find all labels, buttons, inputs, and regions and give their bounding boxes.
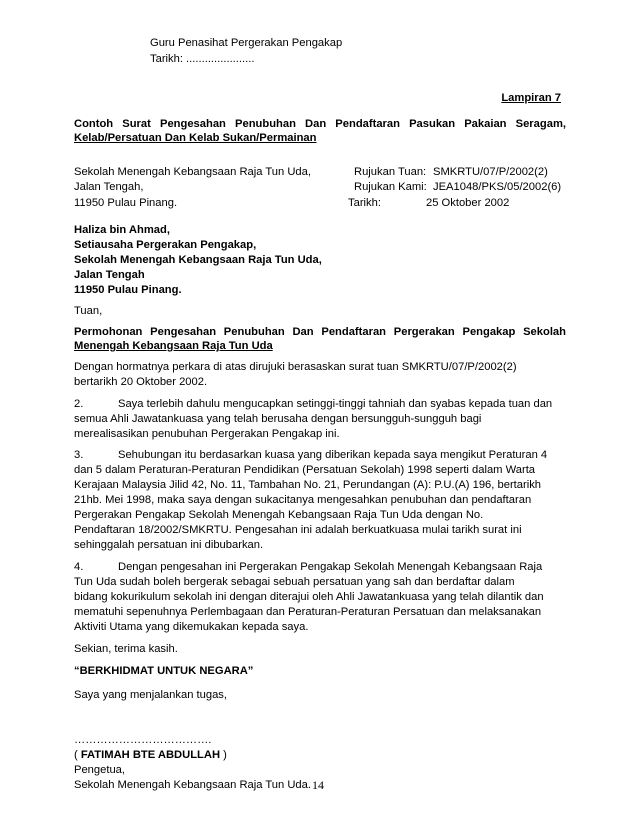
para4-line-5: Aktiviti Utama yang dikemukakan kepada saya. (74, 621, 309, 633)
para3-line-5: Pergerakan Pengakap Sekolah Menengah Kebangsaan Raja Tun Uda dengan No. (74, 509, 484, 521)
ref-date-value: 25 Oktober 2002 (426, 197, 510, 209)
motto: “BERKHIDMAT UNTUK NEGARA” (74, 665, 254, 677)
recipient-line-5: 11950 Pulau Pinang. (74, 284, 182, 296)
para2-line-3: merealisasikan penubuhan Pergerakan Pengakap ini. (74, 428, 340, 440)
para4-line-1: Dengan pengesahan ini Pergerakan Pengakap Sekolah Menengah Kebangsaan Raja (118, 561, 543, 573)
page-number: 14 (312, 778, 324, 792)
top-date-line: Tarikh: ...................... (150, 53, 255, 65)
letter-heading-line-2: Kelab/Persatuan Dan Kelab Sukan/Permainan (74, 132, 317, 144)
ref-kami-value: JEA1048/PKS/05/2002(6) (433, 181, 562, 193)
signer-name-text: FATIMAH BTE ABDULLAH (80, 749, 221, 761)
top-line-1: Guru Penasihat Pergerakan Pengakap (150, 37, 343, 49)
recipient-line-3: Sekolah Menengah Kebangsaan Raja Tun Uda, (74, 254, 322, 266)
sender-line-1: Sekolah Menengah Kebangsaan Raja Tun Uda, (74, 166, 311, 178)
para3-line-1: Sehubungan itu berdasarkan kuasa yang diberikan kepada saya mengikut Peraturan 4 (118, 449, 548, 461)
para3-line-2: dan 5 dalam Peraturan-Peraturan Pendidikan (Persatuan Sekolah) 1998 seperti dalam Warta (74, 464, 536, 476)
para3-number: 3. (74, 449, 84, 461)
ref-date-label: Tarikh: (348, 197, 381, 209)
signer-paren-open: ( (74, 749, 81, 761)
signer-paren-close: ) (220, 749, 227, 761)
recipient-line-1: Haliza bin Ahmad, (74, 224, 170, 236)
signature-line: ………………………………. (74, 734, 212, 746)
recipient-line-4: Jalan Tengah (74, 269, 145, 281)
para4-line-4: mematuhi sepenuhnya Perlembagaan dan Peraturan-Peraturan Persatuan dan melaksanakan (74, 606, 542, 618)
sender-line-2: Jalan Tengah, (74, 181, 144, 193)
signer-title: Pengetua, (74, 764, 126, 776)
recipient-line-2: Setiausaha Pergerakan Pengakap, (74, 239, 257, 251)
letter-heading-line-1: Contoh Surat Pengesahan Penubuhan Dan Pendaftaran Pasukan Pakaian Seragam, (74, 118, 566, 130)
ref-tuan-value: SMKRTU/07/P/2002(2) (433, 166, 548, 178)
para3-line-3: Kerajaan Malaysia Jilid 42, No. 11, Tambahan No. 21, Perundangan (A): P.U.(A) 196, bertarikh (74, 479, 542, 491)
para2-number: 2. (74, 398, 84, 410)
duty-text: Saya yang menjalankan tugas, (74, 689, 227, 701)
para2-line-1: Saya terlebih dahulu mengucapkan setinggi-tinggi tahniah dan syabas kepada tuan dan (118, 398, 553, 410)
para3-line-6: Pendaftaran 18/2002/SMKRTU. Pengesahan ini adalah berkuatkuasa mulai tarikh surat ini (74, 524, 522, 536)
appendix-label: Lampiran 7 (501, 92, 561, 104)
subject-line-2: Menengah Kebangsaan Raja Tun Uda (74, 340, 273, 352)
salutation: Tuan, (74, 305, 103, 317)
para1-line-2: bertarikh 20 Oktober 2002. (74, 376, 208, 388)
para4-line-2: Tun Uda sudah boleh bergerak sebagai sebuah persatuan yang sah dan berdaftar dalam (74, 576, 515, 588)
para3-line-7: sehinggalah persatuan ini dibubarkan. (74, 539, 264, 551)
signer-name (74, 749, 227, 761)
ref-kami-label: Rujukan Kami: (354, 181, 427, 193)
sender-line-3: 11950 Pulau Pinang. (74, 197, 178, 209)
para1-line-1: Dengan hormatnya perkara di atas dirujuki berasaskan surat tuan SMKRTU/07/P/2002(2) (74, 361, 517, 373)
para4-line-3: bidang kokurikulum sekolah ini dengan diterajui oleh Ahli Jawatankuasa yang telah dilantik dan (74, 591, 544, 603)
para2-line-2: semua Ahli Jawatankuasa yang telah berusaha dengan bersungguh-sungguh bagi (74, 413, 482, 425)
subject-line-1: Permohonan Pengesahan Penubuhan Dan Pendaftaran Pergerakan Pengakap Sekolah (74, 326, 566, 338)
para3-line-4: 21hb. Mei 1998, maka saya dengan sukacitanya mengesahkan penubuhan dan pendaftaran (74, 494, 532, 506)
signer-school: Sekolah Menengah Kebangsaan Raja Tun Uda. (74, 779, 311, 791)
closing-text: Sekian, terima kasih. (74, 643, 178, 655)
ref-tuan-label: Rujukan Tuan: (354, 166, 427, 178)
para4-number: 4. (74, 561, 84, 573)
